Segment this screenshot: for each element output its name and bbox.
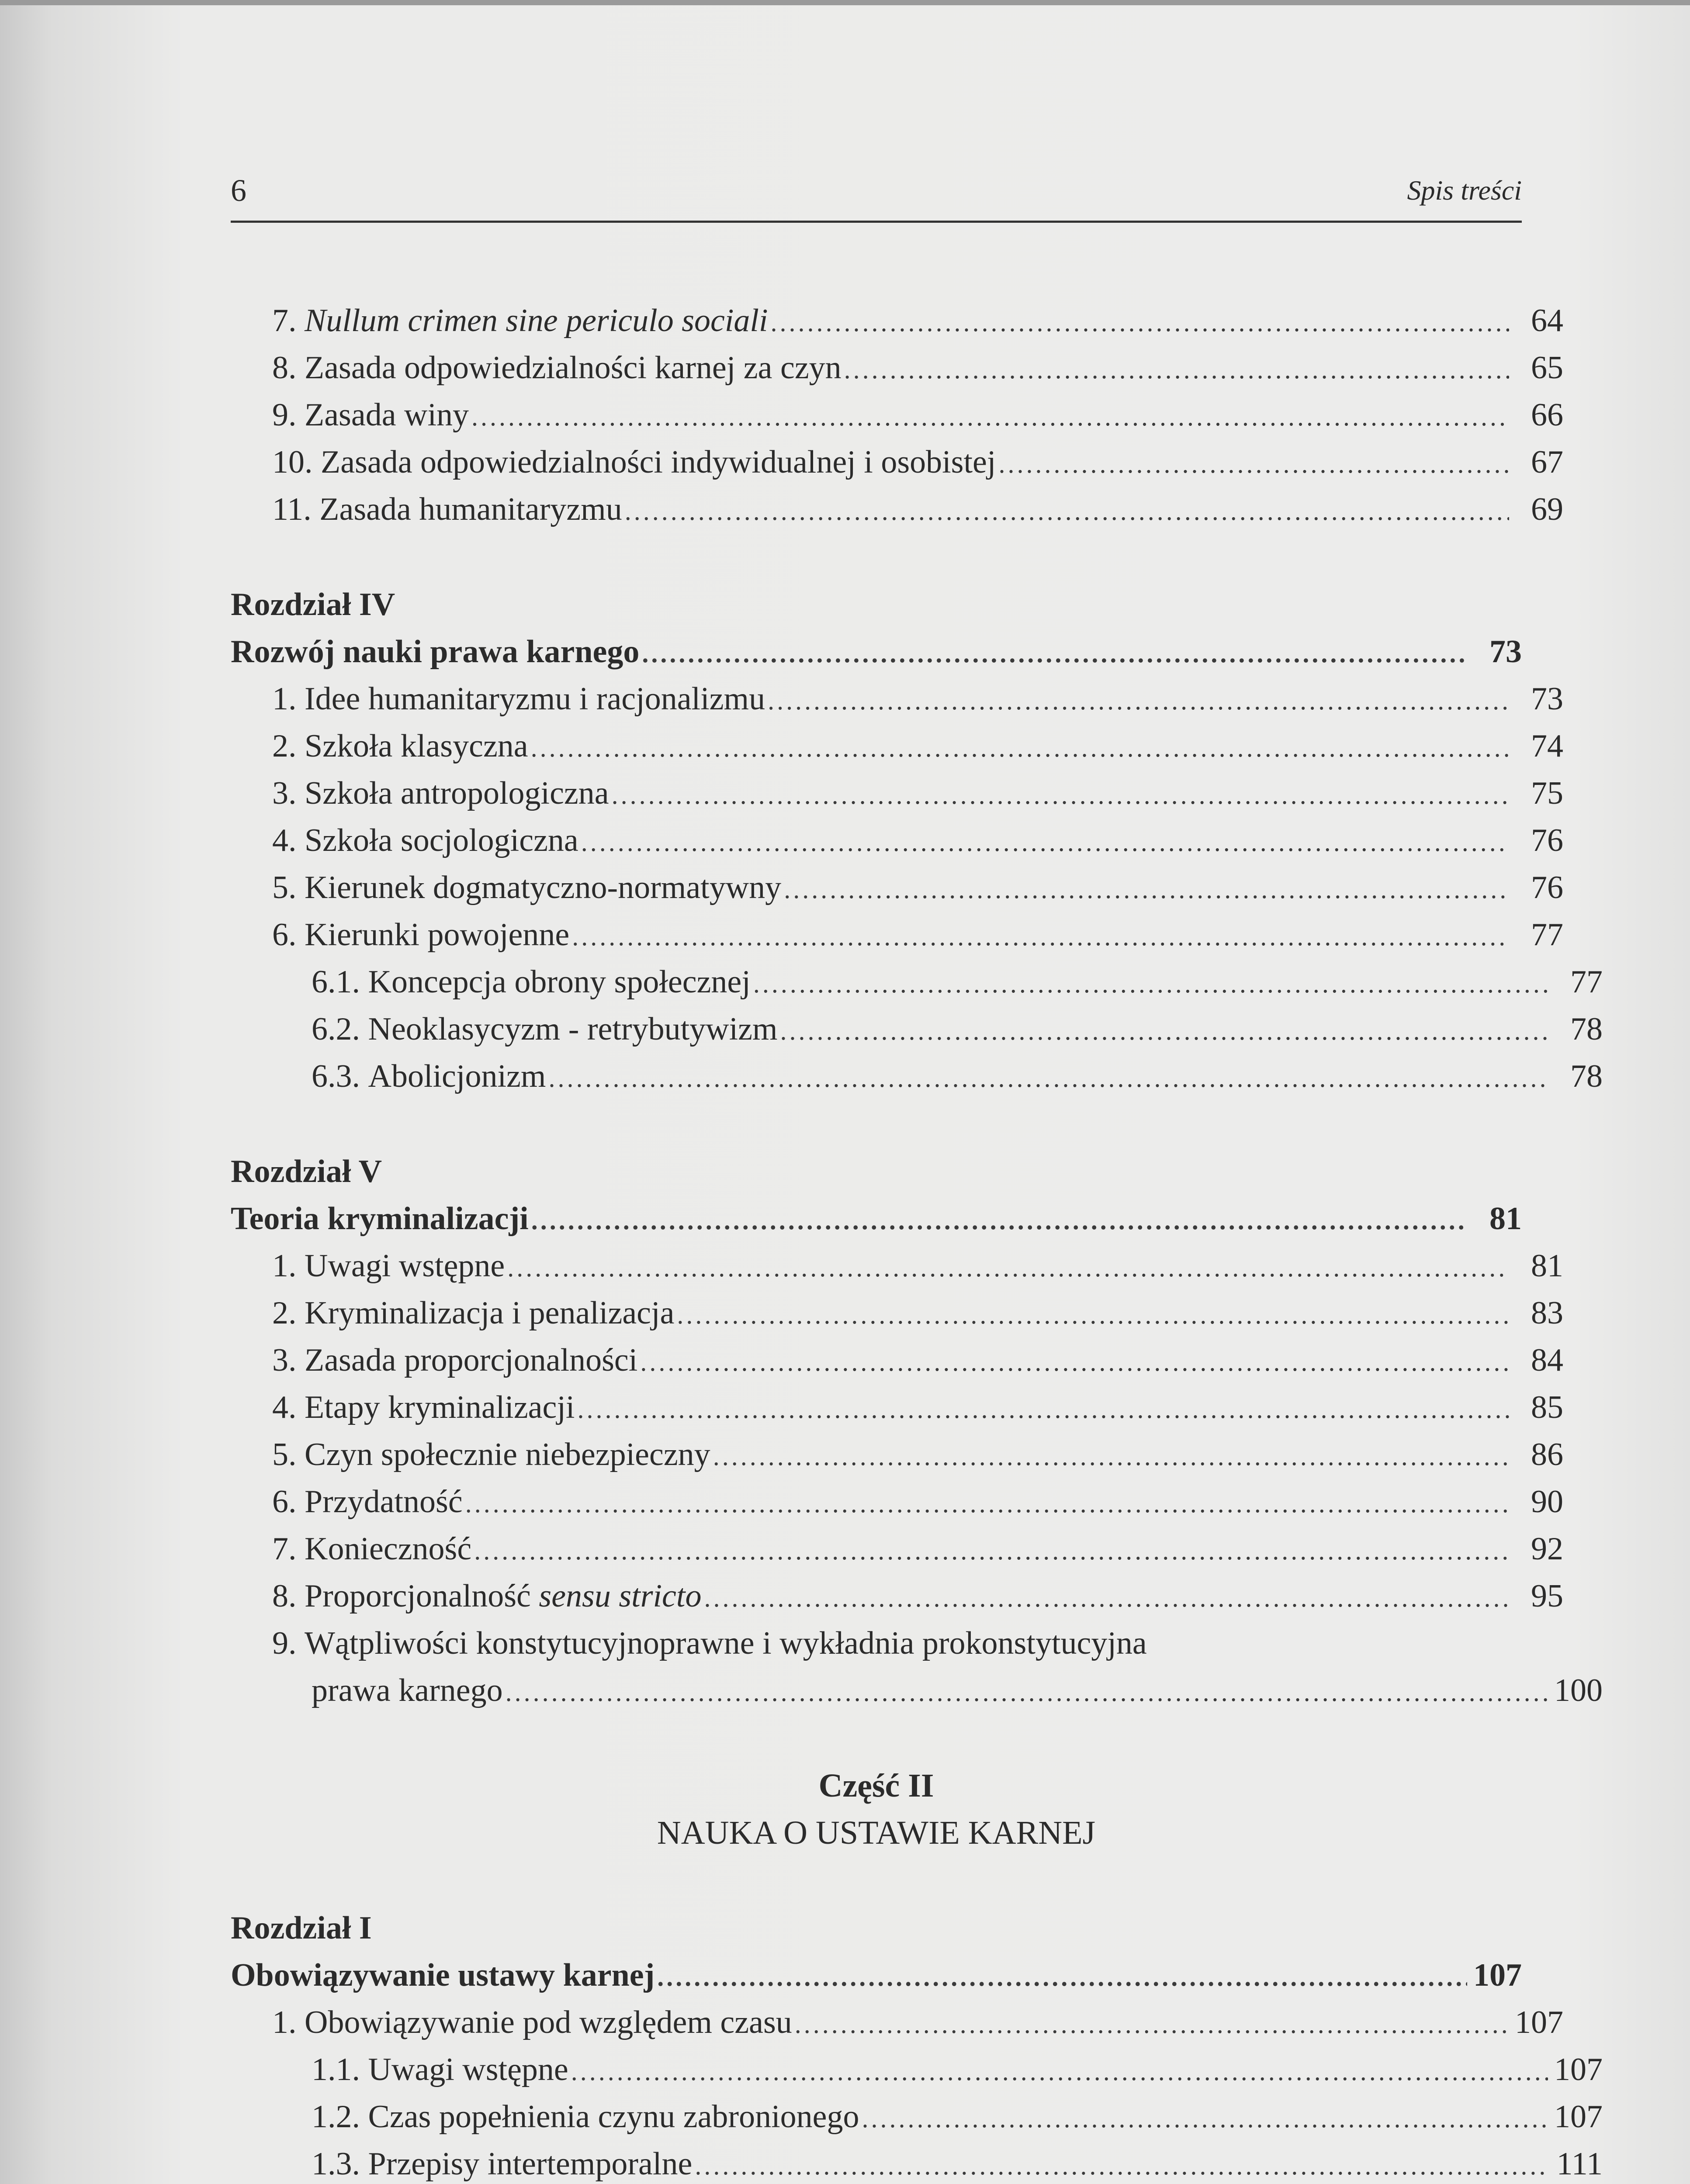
toc-entry: 3. Szkoła antropologiczna ..... 75 xyxy=(231,770,1563,817)
toc-entry: 6. Przydatność ..... 90 xyxy=(231,1478,1563,1525)
toc-subentry: 6.2. Neoklasycyzm - retrybutywizm ..... 78 xyxy=(231,1006,1603,1053)
toc-subentry: 6.1. Koncepcja obrony społecznej ..... 77 xyxy=(231,958,1603,1006)
toc-entry: 8. Zasada odpowiedzialności karnej za czyn ..... 65 xyxy=(231,344,1563,391)
toc-entry: 7. Konieczność ..... 92 xyxy=(231,1525,1563,1572)
toc-entry: 7. Nullum crimen sine periculo sociali ..... 64 xyxy=(231,297,1563,344)
page-number: 6 xyxy=(231,173,246,208)
chapter-title: Rozwój nauki prawa karnego ..... 73 xyxy=(231,628,1522,675)
running-title: Spis treści xyxy=(1407,175,1522,206)
toc-entry: 5. Czyn społecznie niebezpieczny ..... 86 xyxy=(231,1431,1563,1478)
page-header xyxy=(231,173,1522,223)
chapter-label: Rozdział V xyxy=(231,1154,382,1189)
toc-entry: 10. Zasada odpowiedzialności indywidualnej i osobistej ..... 67 xyxy=(231,439,1563,486)
toc-subentry: 6.3. Abolicjonizm ..... 78 xyxy=(231,1053,1603,1100)
part-label: Część II xyxy=(818,1767,934,1804)
toc-entry: 1. Idee humanitaryzmu i racjonalizmu ..... 73 xyxy=(231,675,1563,722)
toc-entry: 2. Szkoła klasyczna ..... 74 xyxy=(231,722,1563,770)
toc-subentry: 1.3. Przepisy intertemporalne ..... 111 xyxy=(231,2140,1603,2184)
chapter-title: Teoria kryminalizacji ..... 81 xyxy=(231,1195,1522,1242)
chapter-title: Obowiązywanie ustawy karnej ..... 107 xyxy=(231,1952,1522,1999)
chapter-label: Rozdział I xyxy=(231,1910,372,1946)
part-title: NAUKA O USTAWIE KARNEJ xyxy=(657,1814,1096,1851)
toc-entry: 4. Szkoła socjologiczna ..... 76 xyxy=(231,817,1563,864)
toc-entry: 9. Zasada winy ..... 66 xyxy=(231,391,1563,439)
toc-entry: 1. Obowiązywanie pod względem czasu ..... 107 xyxy=(231,1999,1563,2046)
chapter-label: Rozdział IV xyxy=(231,587,395,622)
toc-entry: 11. Zasada humanitaryzmu ..... 69 xyxy=(231,486,1563,533)
toc-entry: 4. Etapy kryminalizacji ..... 85 xyxy=(231,1384,1563,1431)
toc-subentry: 1.1. Uwagi wstępne ..... 107 xyxy=(231,2046,1603,2093)
toc-entry: 1. Uwagi wstępne ..... 81 xyxy=(231,1242,1563,1289)
toc-entry: 8. Proporcjonalność sensu stricto ..... 95 xyxy=(231,1572,1563,1620)
toc-entry: 5. Kierunek dogmatyczno-normatywny ..... 76 xyxy=(231,864,1563,911)
toc-entry: 2. Kryminalizacja i penalizacja ..... 83 xyxy=(231,1289,1563,1337)
toc-subentry: 1.2. Czas popełnienia czynu zabronionego ..... 107 xyxy=(231,2093,1603,2140)
toc-entry: 3. Zasada proporcjonalności ..... 84 xyxy=(231,1337,1563,1384)
toc-entry: 6. Kierunki powojenne ..... 77 xyxy=(231,911,1563,958)
toc-entry-line2: prawa karnego ..... 100 xyxy=(231,1667,1603,1714)
toc-entry-line1: 9. Wątpliwości konstytucyjnoprawne i wykładnia prokonstytucyjna xyxy=(272,1625,1147,1661)
